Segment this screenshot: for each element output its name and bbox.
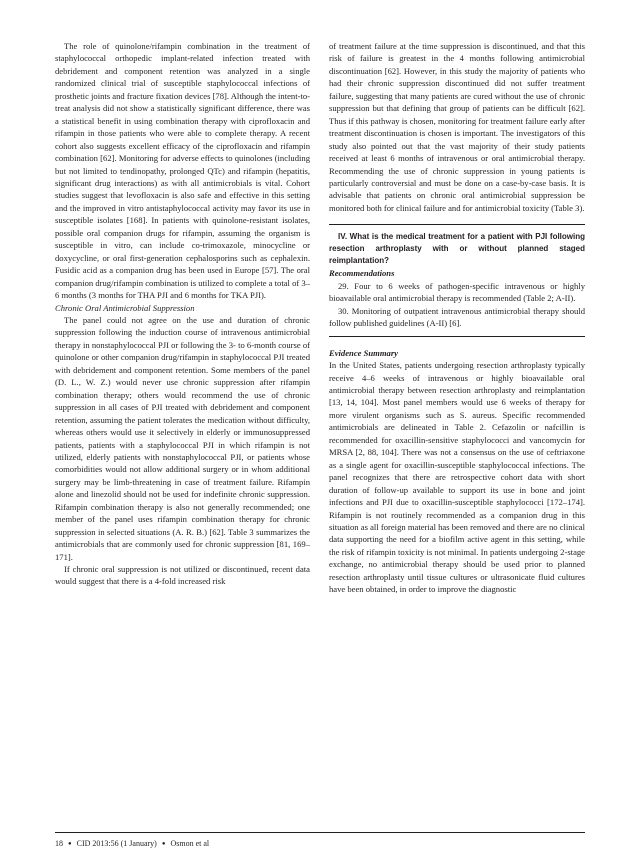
journal-citation: CID 2013:56 (1 January) [76,839,157,848]
recommendation-29: 29. Four to 6 weeks of pathogen-specific intravenous or highly bioavailable oral antimicrobial therapy is recommended (Table 2; A-II). [329,280,585,304]
recommendation-box [329,225,585,335]
page-footer [55,832,585,849]
left-column [55,40,310,588]
divider [329,336,585,337]
body-paragraph: The panel could not agree on the use and duration of chronic suppression following the induction course of intravenous antimicrobial therapy in nonstaphylococcal PJI or following the 3- to 6-month course of quinolone or other companion drug/rifampin in staphylococcal PJI treated with debridement and component retention. Some members of the panel (D. L., W. Z.) would never use chronic suppression after rifampin combination therapy; others would recommend the use of chronic suppression in all cases of PJI treated with debridement and component retention, assuming the patient tolerates the medication without difficulty, whereas others would use it selectively in elderly or immunosuppressed patients, patients with a staphylococcal PJI in which rifampin is not utilized, elderly patients with nonstaphylococcal PJI, or patients whose comorbidities would not allow additional surgery or in whom additional surgery may be limb-threatening in case of treatment failure. Rifampin alone and linezolid should not be used for indefinite chronic suppression. Rifampin combination therapy is also not generally recommended; one member of the panel uses rifampin combination therapy for chronic suppression in selected situations (A. R. B.) [62]. Table 3 summarizes the antimicrobials that are commonly used for chronic suppression [81, 169–171]. [55,314,310,562]
body-paragraph: of treatment failure at the time suppression is discontinued, and that this risk of failure is greatest in the 4 months following antimicrobial discontinuation [62]. However, in this study the majority of patients who had their chronic suppression discontinued did not suffer treatment failure, suggesting that many patients are cured without the use of chronic suppression but that defining that group of patients can be difficult [62]. Thus if this pathway is chosen, monitoring for treatment failure early after treatment discontinuation is chosen is important. The investigators of this study also pointed out that the vast majority of their study patients received at least 6 months of intravenous or oral antimicrobial therapy. Recommending the use of chronic suppression in young patients is particularly controversial and must be done on a case-by-case basis. It is advisable that patients on chronic oral antimicrobial suppression be monitored both for clinical failure and for antimicrobial toxicity (Table 3). [329,41,585,213]
recommendations-title: Recommendations [329,268,395,279]
evidence-text: In the United States, patients undergoing resection arthroplasty typically receive 4–6 weeks of intravenous or highly bioavailable oral antimicrobial therapy between resection arthroplasty and reimplantation [13, 14, 104]. Most panel members would use 6 weeks of therapy for more virulent organisms such as S. aureus. Specific recommended antimicrobials are delineated in Table 2. Cefazolin or nafcillin is recommended for oxacillin-sensitive staphylococci and vancomycin for MRSA [2, 88, 104]. There was not a consensus on the use of ceftriaxone as a single agent for oxacillin-susceptible staphylococcal infections. The panel recognizes that there are retrospective cohort data with short duration of follow-up available to support its use in bone and joint infections and PJI due to oxacillin-susceptible staphylococci [172–174]. Rifampin is not routinely recommended as a companion drug in this situation as all foreign material has been removed and there are no clinical data supporting the need for a biofilm active agent in this setting, while the risk of rifampin toxicity is not minimal. In patients undergoing 2-stage exchange, no antimicrobial therapy should be used prior to planned resection arthroplasty until tissue cultures or ultrasonicate fluid cultures have been obtained, in order to improve the diagnostic [329,360,585,595]
right-column [329,40,585,596]
bullet-icon: ● [68,841,72,847]
body-paragraph: If chronic oral suppression is not utilized or discontinued, recent data would suggest that there is a 4-fold increased risk [55,564,310,587]
section-title: Chronic Oral Antimicrobial Suppression [55,302,195,313]
question-heading: IV. What is the medical treatment for a patient with PJI following resection arthroplasty with or without planned staged reimplantation? [329,232,585,266]
page-number: 18 [55,839,63,848]
recommendation-30: 30. Monitoring of outpatient intravenous antimicrobial therapy should follow published guidelines (A-II) [6]. [329,305,585,329]
running-authors: Osmon et al [170,839,210,848]
evidence-title: Evidence Summary [329,347,398,358]
body-paragraph: The role of quinolone/rifampin combination in the treatment of staphylococcal orthopedic implant-related infection treated with debridement and component retention was analyzed in a single randomized clinical trial of susceptible staphylococcal infections of prosthetic joints and fracture fixation devices [78]. Although the intent-to-treat analysis did not show a statistically significant difference, there was a statistical benefit in using combination therapy with ciprofloxacin and rifampin in those patients who were able to complete therapy. A recent cohort also suggests excellent efficacy of the ciprofloxacin and rifampin combination [62]. Monitoring for adverse effects to quinolones (including but not limited to tendinopathy, prolonged QTc) and rifampin (hepatitis, significant drug interactions) as with all antimicrobials is vital. Cohort studies suggest that levofloxacin is also safe and effective in this setting and the improved in vitro antistaphylococcal activity may favor its use in susceptible isolates [168]. In patients with quinolone-resistant isolates, possible oral companion drugs for rifampin, assuming the organism is susceptible in vitro, can include co-trimoxazole, minocycline or doxycycline, or oral first-generation cephalosporins such as cephalexin. Fusidic acid as a companion drug has been used in Europe [57]. The oral companion drug/rifampin combination is utilized to complete a total of 3–6 months (3 months for THA PJI and 6 months for TKA PJI). [55,41,310,301]
bullet-icon: ● [161,841,166,847]
